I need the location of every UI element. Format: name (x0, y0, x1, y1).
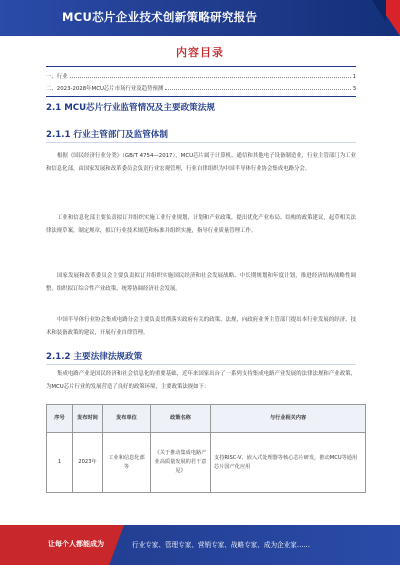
subsection-heading: 2.1.2 主要法律法规政策 (46, 352, 143, 362)
policy-table (46, 404, 366, 493)
column-header: 政策名称 (151, 405, 211, 433)
column-header: 发布单位 (103, 405, 151, 433)
table-cell: 《关于推动集成电路产业高质量发展的若干意见》 (151, 433, 211, 493)
toc-entry[interactable] (46, 72, 356, 80)
table-cell: 2023年 (73, 433, 103, 493)
subsection-rule (46, 142, 356, 143)
footer-slogan-right: 行业专家、管理专家、营销专家、战略专家、成为企业家…… (132, 541, 311, 549)
footer-slogan-left: 让每个人都能成为 (48, 540, 104, 548)
column-header: 序号 (47, 405, 73, 433)
body-paragraph: 中国半导体行业协会集成电路分会主要负责贯彻落实政府有关的政策、法规，向政府业务主管部门提出本行业发展的经济、技术和装备政策的建议，开展行业自律管理。 (46, 317, 356, 336)
toc-divider (46, 66, 356, 67)
report-title: MCU芯片企业技术创新策略研究报告 (62, 10, 258, 24)
table-header-row (47, 405, 366, 433)
toc-entry-page: 1 (352, 74, 356, 80)
body-paragraph: 根据《国民经济行业分类》（GB/T 4754—2017），MCU芯片属于计算机、通信和其他电子设备制造业，行业主管部门为工业和信息化部，由国家发展和改革委员会负责行业宏观管理，行业自律组织为中国半导体行业协会集成电路分会。 (46, 153, 356, 172)
column-header: 与行业相关内容 (211, 405, 366, 433)
toc-entry-label: 一、行业 (46, 74, 68, 80)
table-cell: 1 (47, 433, 73, 493)
subsection-rule (46, 364, 356, 365)
toc-entry-label: 二、2023-2028年MCU芯片市场行业及趋势预测 (46, 86, 164, 92)
table-row (47, 433, 366, 493)
subsection-heading: 2.1.1 行业主管部门及监管体制 (46, 130, 168, 140)
toc-entry-page: 3 (352, 86, 356, 92)
body-paragraph: 国家发展和改革委员会主要负责拟订并组织实施国民经济和社会发展战略、中长期规划和年度计划，推进经济结构战略性调整，组织拟订综合性产业政策，统筹协调经济社会发展。 (46, 273, 356, 292)
section-heading: 2.1 MCU芯片行业监管情况及主要政策法规 (46, 103, 215, 113)
table-cell: 工业和信息化部等 (103, 433, 151, 493)
toc-title: 内容目录 (176, 46, 224, 59)
corner-accent-dark (372, 0, 386, 22)
toc-leader-dots (70, 77, 351, 78)
toc-bottom-rule (46, 96, 356, 97)
toc-entry[interactable] (46, 84, 356, 92)
header-bar (0, 0, 400, 36)
table-cell: 支持RISC-V、嵌入式处理器等核心芯片研发，推动MCU等通用芯片国产化应用 (211, 433, 366, 493)
footer-bar (0, 525, 400, 565)
body-paragraph: 集成电路产业是国民经济和社会信息化的重要基础，近年来国家出台了一系列支持集成电路产业发展的法律法规和产业政策，为MCU芯片行业的发展营造了良好的政策环境，主要政策法规如下： (46, 371, 356, 390)
column-header: 发布时间 (73, 405, 103, 433)
toc-leader-dots (165, 89, 350, 90)
body-paragraph: 工业和信息化部主要负责拟订并组织实施工业行业规划、计划和产业政策，提出优化产业布局、结构的政策建议，起草相关法律法规草案，制定规章，拟订行业技术规范和标准并组织实施，指导行业质量管理工作。 (46, 215, 356, 234)
